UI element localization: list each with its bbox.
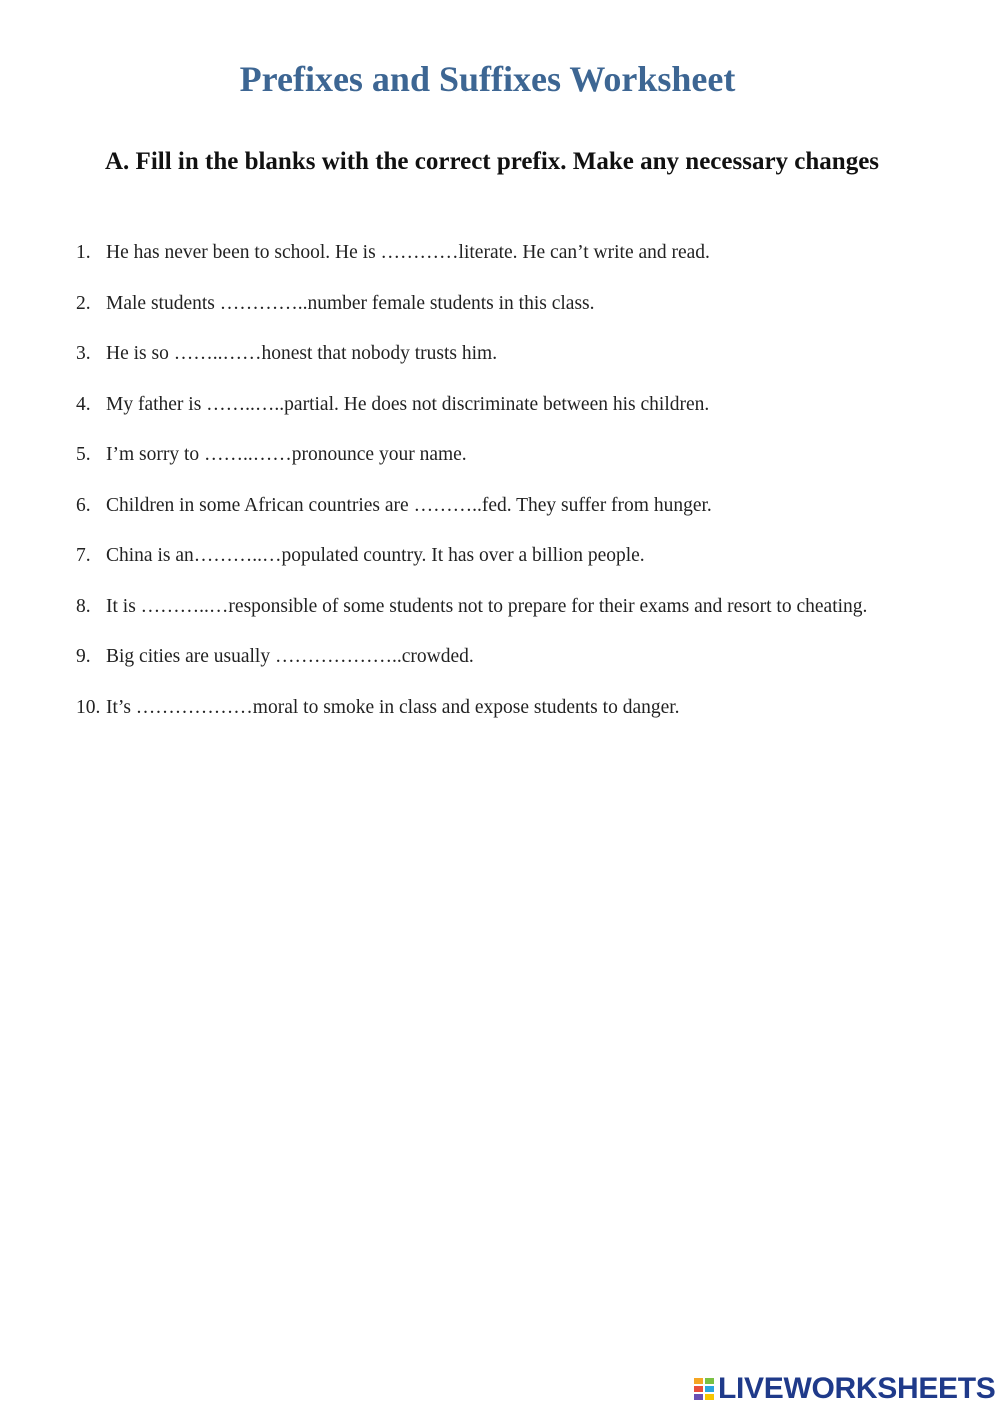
question-text: It is ………..…responsible of some students not to prepare for their exams and resort to cheating. [106,595,868,617]
question-text: China is an………..…populated country. It has over a billion people. [106,545,645,566]
logo-block [704,1377,715,1385]
question-item [0,481,1000,532]
question-item [0,380,1000,431]
question-number: 10. [76,696,101,718]
worksheet-title: Prefixes and Suffixes Worksheet [239,59,736,99]
question-item [0,632,1000,683]
question-item [0,683,1000,734]
question-text: He has never been to school. He is …………literate. He can’t write and read. [106,242,710,263]
question-item [0,531,1000,582]
question-text: My father is ……..…..partial. He does not discriminate between his children. [106,393,710,415]
question-text: It’s ………………moral to smoke in class and expose students to danger. [106,696,680,718]
question-text: He is so ……..……honest that nobody trusts him. [106,343,498,364]
question-text: I’m sorry to ……..……pronounce your name. [106,444,467,465]
question-number: 5. [76,444,91,465]
logo-block [704,1393,715,1401]
question-number: 1. [76,242,91,263]
question-item [0,329,1000,380]
question-list [0,228,1000,733]
question-text: Male students …………..number female students in this class. [106,292,595,314]
question-number: 9. [76,646,91,667]
question-item [0,430,1000,481]
logo-block [693,1377,704,1385]
question-number: 6. [76,494,91,516]
question-number: 8. [76,595,91,617]
section-a-heading: A. Fill in the blanks with the correct prefix. Make any necessary changes [105,148,880,175]
question-number: 2. [76,292,91,314]
question-number: 7. [76,545,91,566]
question-number: 3. [76,343,91,364]
liveworksheets-logo-icon [693,1377,715,1401]
logo-block [693,1393,704,1401]
question-number: 4. [76,393,91,415]
question-item [0,582,1000,633]
question-item [0,279,1000,330]
question-text: Big cities are usually ………………..crowded. [106,646,474,667]
question-item [0,228,1000,279]
logo-block [704,1385,715,1393]
logo-block [693,1385,704,1393]
liveworksheets-logo[interactable] [693,1371,996,1407]
question-text: Children in some African countries are ………..fed. They suffer from hunger. [106,494,712,516]
logo-text: LIVEWORKSHEETS [718,1372,996,1405]
